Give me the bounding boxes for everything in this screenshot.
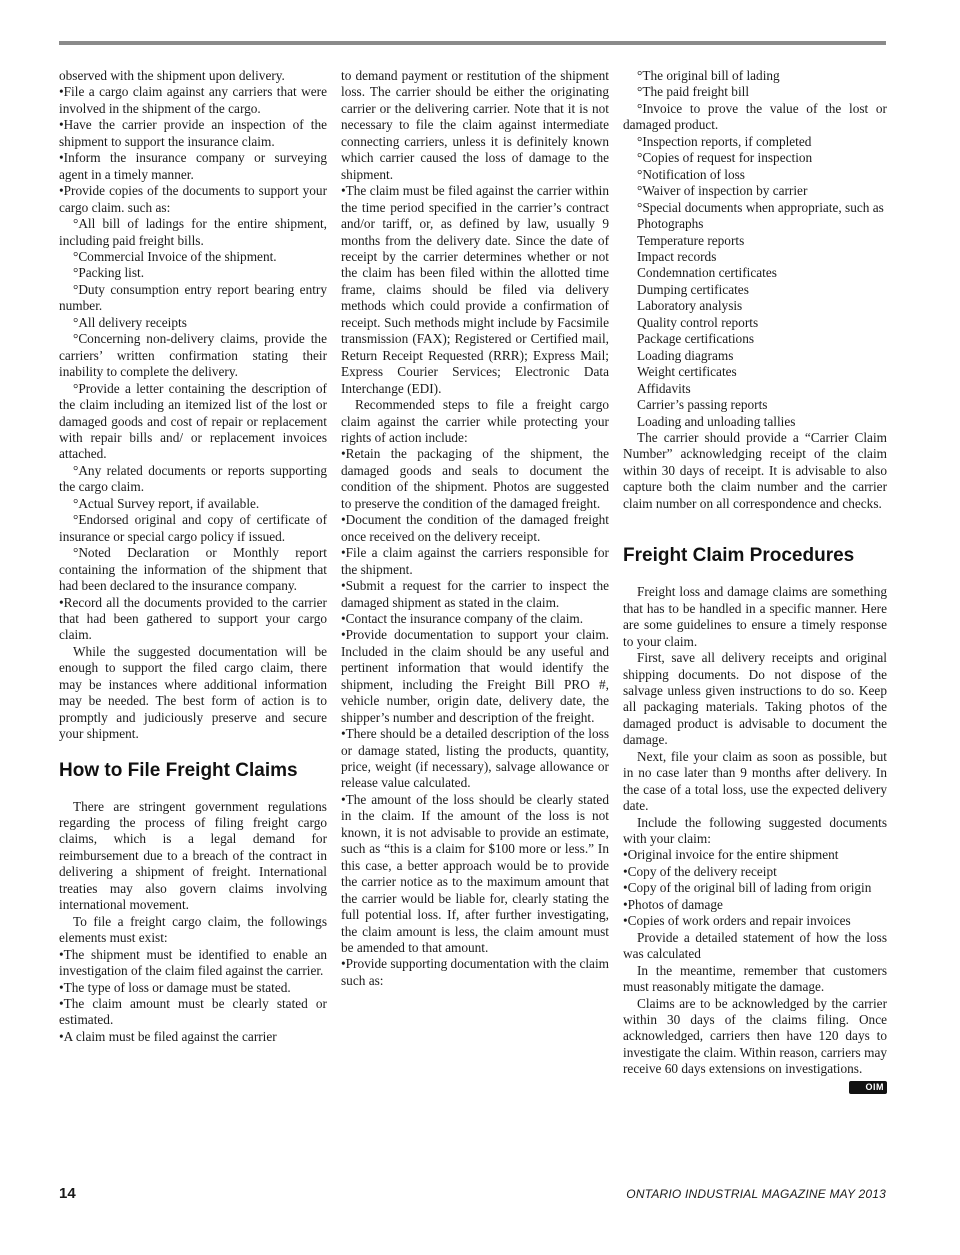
sublist-item: Loading diagrams	[637, 347, 734, 363]
paragraph: observed with the shipment upon delivery.	[59, 68, 285, 83]
paragraph: to demand payment or restitution of the shipment loss. The carrier should be either the originating carrier or the delivering carrier. Note that it is not necessary to file the claim against intermediate connecting carriers, unless it is definitely known which carrier caused the loss of damage to the shipment.	[341, 68, 609, 182]
list-item: •Retain the packaging of the shipment, the damaged goods and seals to document the condition of the shipment. Photos are suggested to preserve the condition of the damaged freight.	[341, 446, 609, 511]
column-2	[341, 68, 609, 989]
paragraph: While the suggested documentation will be enough to support the filed cargo claim, there may be instances where additional information may be needed. The best form of action is to promptly and judiciously preserve and secure your shipment.	[59, 643, 327, 742]
list-item: •A claim must be filed against the carrier	[59, 1028, 277, 1044]
list-item: •Submit a request for the carrier to inspect the damaged shipment as stated in the claim.	[341, 578, 609, 610]
paragraph: In the meantime, remember that customers must reasonably mitigate the damage.	[623, 962, 887, 995]
sublist-item: Carrier’s passing reports	[637, 397, 768, 413]
paragraph: Freight loss and damage claims are something that has to be handled in a specific manner. Here are some guidelines to ensure a timely response to your claim.	[623, 584, 887, 649]
list-item: •File a claim against the carriers responsible for the shipment.	[341, 545, 609, 577]
list-item: °The original bill of lading	[637, 68, 780, 83]
sublist-item: Photographs	[637, 216, 704, 232]
list-item: °Endorsed original and copy of certificate of insurance or special cargo policy if issued.	[59, 512, 327, 544]
sublist-item: Dumping certificates	[637, 281, 749, 297]
paragraph: First, save all delivery receipts and original shipping documents. Do not dispose of the salvage unless given instructions to do so. Keep all packaging materials. Taking photos of the damaged product is advisable to document the damage.	[623, 650, 887, 748]
list-item: °All bill of ladings for the entire shipment, including paid freight bills.	[59, 216, 327, 248]
sublist-item: Weight certificates	[637, 364, 737, 380]
list-item: °All delivery receipts	[73, 314, 187, 330]
list-item: °Provide a letter containing the description of the claim including an itemized list of the lost or damaged goods and cost of repair or replacement with repair bills and/ or replacement invoices attached.	[59, 380, 327, 462]
list-item: •Provide documentation to support your claim. Included in the claim should be any useful and pertinent information that would identify the shipment, including the Freight Bill PRO #, vehicle number, origin date, delivery date, the shipper’s number and description of the freight.	[341, 627, 609, 725]
paragraph: The carrier should provide a “Carrier Claim Number” acknowledging receipt of the claim within 30 days of receipt. It is advisable to also capture both the claim number and the carrier claim number on all correspondence and checks.	[623, 429, 887, 511]
list-item: °Duty consumption entry report bearing entry number.	[59, 281, 327, 314]
list-item: °Notification of loss	[637, 166, 745, 182]
list-item: °Any related documents or reports supporting the cargo claim.	[59, 462, 327, 495]
sublist-item: Loading and unloading tallies	[637, 413, 796, 429]
spacer	[59, 743, 327, 759]
list-item: •Document the condition of the damaged freight once received on the delivery receipt.	[341, 512, 609, 544]
spacer	[623, 568, 887, 584]
column-1	[59, 68, 327, 1045]
paragraph: Next, file your claim as soon as possible, but in no case later than 9 months after delivery. In the case of a total loss, use the expected delivery date.	[623, 748, 887, 814]
list-item: •Have the carrier provide an inspection of the shipment to support the insurance claim.	[59, 117, 327, 149]
list-item: °Invoice to prove the value of the lost or damaged product.	[623, 100, 887, 133]
list-item: •Original invoice for the entire shipment	[623, 847, 839, 863]
paragraph-text: Claims are to be acknowledged by the carrier within 30 days of the claims filing. Once acknowledged, carriers then have 120 days to investigate the claim. Within reason, carriers may receive 60 days extensions on investigations.	[623, 995, 887, 1077]
list-item: •Contact the insurance company of the claim.	[341, 610, 584, 626]
list-item: •Copy of the original bill of lading from origin	[623, 880, 872, 896]
sublist-item: Quality control reports	[637, 314, 759, 330]
list-item: °Waiver of inspection by carrier	[637, 183, 808, 199]
sublist-item: Package certifications	[637, 331, 755, 347]
top-rule	[59, 41, 886, 45]
section-heading: How to File Freight Claims	[59, 759, 298, 781]
sublist-item: Temperature reports	[637, 232, 745, 248]
magazine-footer: ONTARIO INDUSTRIAL MAGAZINE MAY 2013	[626, 1187, 886, 1201]
list-item: •The amount of the loss should be clearly stated in the claim. If the amount of the loss is not known, it is not advisable to provide an estimate, such as “this is a claim for $100 more or less.” In this case, a better approach would be to provide the carrier notice as to the maximum amount that the carrier would be liable for, clearly stating the full potential loss. If, after further investigating, the claim amount is less, the claim amount must be amended to that amount.	[341, 791, 609, 956]
list-item: •The shipment must be identified to enable an investigation of the claim filed against the carrier.	[59, 946, 327, 979]
list-item: °Actual Survey report, if available.	[73, 495, 260, 511]
paragraph: Include the following suggested documents with your claim:	[623, 814, 887, 847]
paragraph: Provide a detailed statement of how the loss was calculated	[623, 929, 887, 962]
section-heading: Freight Claim Procedures	[623, 545, 855, 567]
sublist-item: Condemnation certificates	[637, 265, 777, 281]
list-item: °Copies of request for inspection	[637, 150, 813, 166]
list-item: °Commercial Invoice of the shipment.	[73, 248, 277, 264]
list-item: °The paid freight bill	[637, 84, 750, 100]
list-item: •Copies of work orders and repair invoices	[623, 913, 851, 929]
paragraph: There are stringent government regulations regarding the process of filing freight cargo claims, which is a legal demand for reimbursement due to a breach of the contract in delivering a shipment of freight. International treaties may also govern claims involving international movement.	[59, 798, 327, 913]
list-item: °Inspection reports, if completed	[637, 133, 812, 149]
spacer	[623, 512, 887, 544]
list-item: °Special documents when appropriate, such as	[637, 199, 884, 215]
column-3	[623, 68, 887, 1094]
list-item: •File a cargo claim against any carriers that were involved in the shipment of the cargo.	[59, 84, 327, 116]
list-item: •Copy of the delivery receipt	[623, 863, 777, 879]
sublist-item: Impact records	[637, 248, 717, 264]
paragraph: Recommended steps to file a freight cargo claim against the carrier while protecting your rights of action include:	[341, 397, 609, 445]
list-item: °Packing list.	[73, 265, 145, 281]
list-item: •Inform the insurance company or surveying agent in a timely manner.	[59, 150, 327, 182]
list-item: •Record all the documents provided to the carrier that had been gathered to support your cargo claim.	[59, 594, 327, 643]
list-item: °Concerning non-delivery claims, provide the carriers’ written confirmation stating their inability to complete the delivery.	[59, 331, 327, 380]
list-item: •The claim must be filed against the carrier within the time period specified in the carrier’s contract and/or tariff, or, as defined by law, usually 9 months from the delivery date. Since the date of receipt by the carrier determines whether or not the claim has been filed within the allotted time frame, claims should be filed via delivery methods which could provide a confirmation of receipt. Such methods might include by Facsimile transmission (FAX); Registered or Certified mail, Return Receipt Requested (RRR); Express Mail; Express Courier Services; Electronic Data Interchange (EDI).	[341, 183, 609, 396]
list-item: •Photos of damage	[623, 896, 723, 912]
paragraph: To file a freight cargo claim, the followings elements must exist:	[59, 913, 327, 946]
list-item: •Provide copies of the documents to support your cargo claim. such as:	[59, 183, 327, 215]
list-item: •Provide supporting documentation with the claim such as:	[341, 956, 609, 988]
list-item: °Noted Declaration or Monthly report containing the information of the shipment that had been declared to the insurance company.	[59, 545, 327, 594]
spacer	[59, 783, 327, 799]
list-item: •The type of loss or damage must be stated.	[59, 979, 291, 995]
list-item: •The claim amount must be clearly stated or estimated.	[59, 996, 327, 1028]
oim-logo: OIM	[849, 1081, 888, 1094]
paragraph	[623, 995, 887, 1092]
sublist-item: Affidavits	[637, 380, 691, 396]
list-item: •There should be a detailed description of the loss or damage stated, listing the products, quantity, price, weight (if necessary), salvage allowance or release value calculated.	[341, 726, 609, 791]
page-number: 14	[59, 1185, 76, 1202]
sublist-item: Laboratory analysis	[637, 298, 743, 314]
